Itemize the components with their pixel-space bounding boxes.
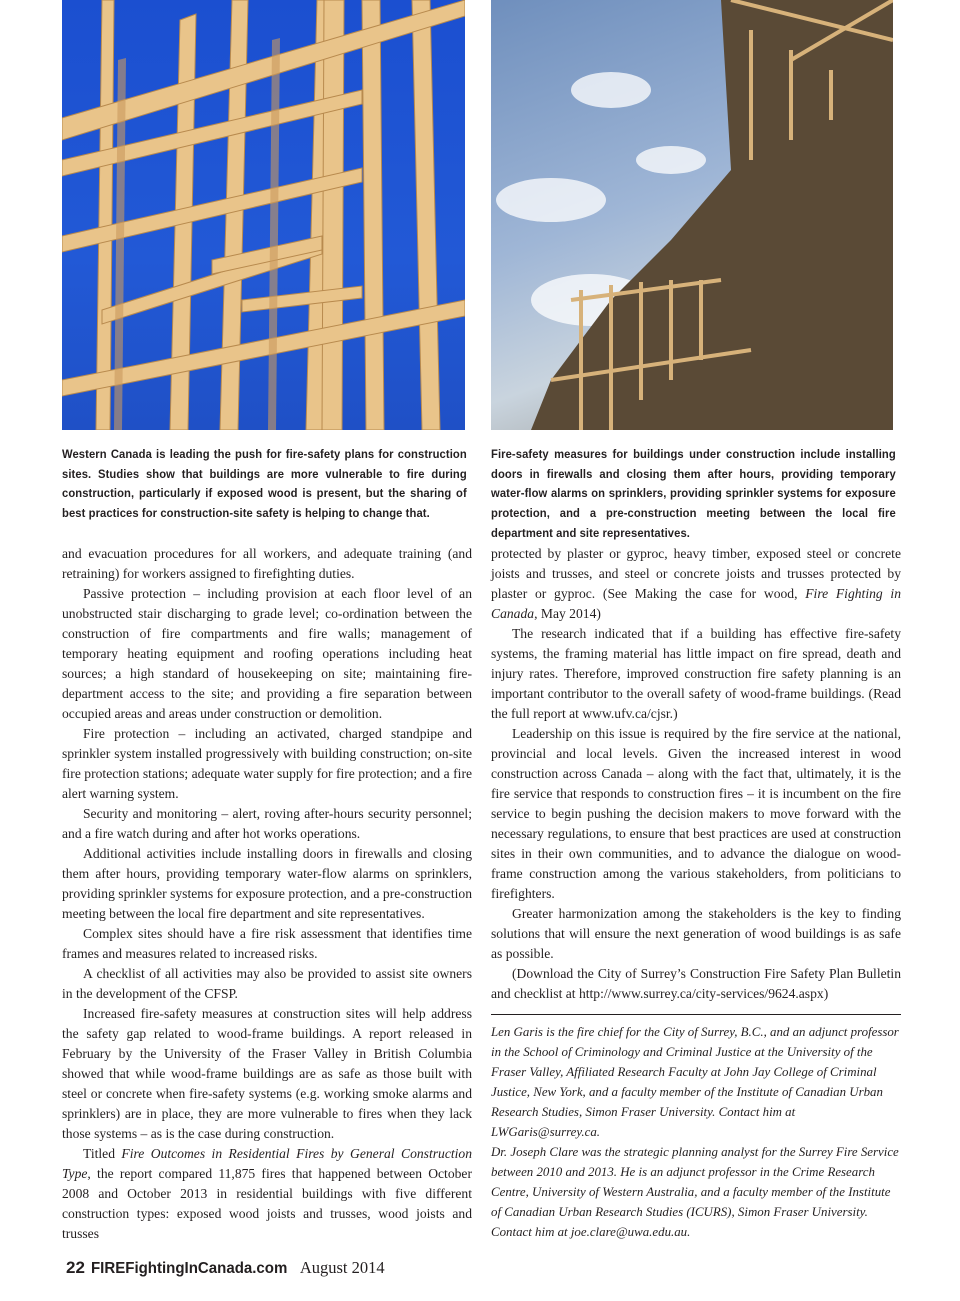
text-run: , May 2014) — [534, 606, 601, 621]
text-run: Titled — [83, 1146, 122, 1161]
paragraph-leadership: Leadership on this issue is required by the fire service at the national, provincial and local levels. Given the increased interest in wood construction across Canada – along with the fact that, ultimately, it is the fire service that responds to construction fires – it is incumbent on the fire service to begin pushing the decision makers to move forward with the necessary regulations, to ensure that best practices are used at construction sites in their own communities, and to advance the dialogue on wood-frame construction among the various stakeholders, from politicians to firefighters. — [491, 726, 901, 901]
bio-divider — [491, 1014, 901, 1015]
photo-caption-left: Western Canada is leading the push for fire-safety plans for construction sites. Studies show that buildings are more vulnerable to fire during construction, particularly if exposed wood is present, but the sharing of best practices for construction-site safety is helping to change that. — [62, 447, 467, 521]
paragraph-harmonization: Greater harmonization among the stakeholders is the key to finding solutions that will ensure the next generation of wood buildings is as safe as possible. — [491, 906, 901, 961]
paragraph-checklist: A checklist of all activities may also be provided to assist site owners in the development of the CFSP. — [62, 966, 472, 1001]
paragraph-passive-protection: Passive protection – including provision at each floor level of an unobstructed stair discharging to grade level; co-ordination between the construction of fire compartments and fire walls; management of temporary heating equipment and roofing operations including heat sources; a high standard of housekeeping on site; maintaining fire-department access to the site; and providing a fire separation between occupied areas and areas under construction or demolition. — [62, 586, 472, 721]
paragraph-security-monitoring: Security and monitoring – alert, roving after-hours security personnel; and a fire watch during and after hot works operations. — [62, 806, 472, 841]
text-run: protected by plaster or gyproc, heavy timber, exposed steel or concrete joists and trusses, and steel or concrete joists and trusses protected by plaster or gyproc. (See Making the case for wood, — [491, 546, 901, 601]
paragraph-report: Increased fire-safety measures at construction sites will help address the safety gap related to wood-frame buildings. A report released in February by the University of the Fraser Valley in British Columbia showed that while wood-frame buildings are as safe as those built with steel or concrete when fire-safety systems (e.g. working smoke alarms and sprinklers) are in place, they are more vulnerable to fires when they lack those systems – as is the case during construction. — [62, 1006, 472, 1141]
report-title: Fire Outcomes in Residential Fires by General Construction Type — [62, 1146, 472, 1181]
framing-illustration-left — [62, 0, 465, 430]
paragraph — [491, 544, 901, 624]
bio-len-garis: Len Garis is the fire chief for the City of Surrey, B.C., and an adjunct professor in the School of Criminology and Criminal Justice at the University of the Fraser Valley, Affiliated Research Faculty at John Jay College of Criminal Justice, New York, and a faculty member of the Institute of Canadian Urban Research Studies, Simon Fraser University. Contact him at LWGaris@surrey.ca. — [491, 1025, 899, 1139]
paragraph-download: (Download the City of Surrey’s Construction Fire Safety Plan Bulletin and checklist at http://www.surrey.ca/city-services/9624.aspx) — [491, 966, 901, 1001]
paragraph-complex-sites: Complex sites should have a fire risk assessment that identifies time frames and measures related to increased risks. — [62, 926, 472, 961]
bio-joseph-clare: Dr. Joseph Clare was the strategic planning analyst for the Surrey Fire Service between 2010 and 2013. He is an adjunct professor in the Crime Research Centre, University of Western Australia, and a faculty member of the Institute of Canadian Urban Research Studies (ICURS), Simon Fraser University. Contact him at joe.clare@uwa.edu.au. — [491, 1145, 899, 1239]
text-run: , the report compared 11,875 fires that happened between October 2008 and October 2013 in residential buildings with five different construction types: exposed wood joists and trusses, wood joists and trusses — [62, 1166, 472, 1241]
page-footer — [66, 1258, 385, 1284]
paragraph-fire-protection: Fire protection – including an activated, charged standpipe and sprinkler system installed progressively with building construction; on-site fire protection stations; adequate water supply for fire protection; and a fire alert warning system. — [62, 726, 472, 801]
paragraph: and evacuation procedures for all workers, and adequate training (and retraining) for workers assigned to firefighting duties. — [62, 546, 472, 581]
magazine-title: Fire Fighting in Canada — [491, 586, 902, 621]
article-column-right — [491, 544, 901, 1004]
paragraph-additional-activities: Additional activities include installing doors in firewalls and closing them after hours, providing temporary water-flow alarms on sprinklers, providing sprinkler systems for exposure protection, and a pre-construction meeting between the local fire department and site representatives. — [62, 846, 472, 921]
paragraph-research: The research indicated that if a building has effective fire-safety systems, the framing material has little impact on fire spread, death and injury rates. Therefore, improved construction fire safety planning is an important contributor to the overall safety of wood-frame buildings. (Read the full report at www.ufv.ca/cjsr.) — [491, 626, 901, 721]
framing-illustration-right — [491, 0, 893, 430]
photo-wood-framing-blue-sky — [62, 0, 465, 430]
article-column-left — [62, 544, 472, 1244]
photo-building-under-construction — [491, 0, 893, 430]
publication-site: FIREFightingInCanada.com — [90, 1260, 288, 1277]
issue-date: August 2014 — [299, 1258, 385, 1277]
paragraph-report-title — [62, 1144, 472, 1244]
author-bios — [491, 1022, 901, 1242]
photo-caption-right: Fire-safety measures for buildings under construction include installing doors in firewalls and closing them after hours, providing temporary water-flow alarms on sprinklers, providing sprinkler systems for exposure protection, and a pre-construction meeting between the local fire department and site representatives. — [491, 447, 896, 540]
page-number: 22 — [66, 1258, 85, 1277]
